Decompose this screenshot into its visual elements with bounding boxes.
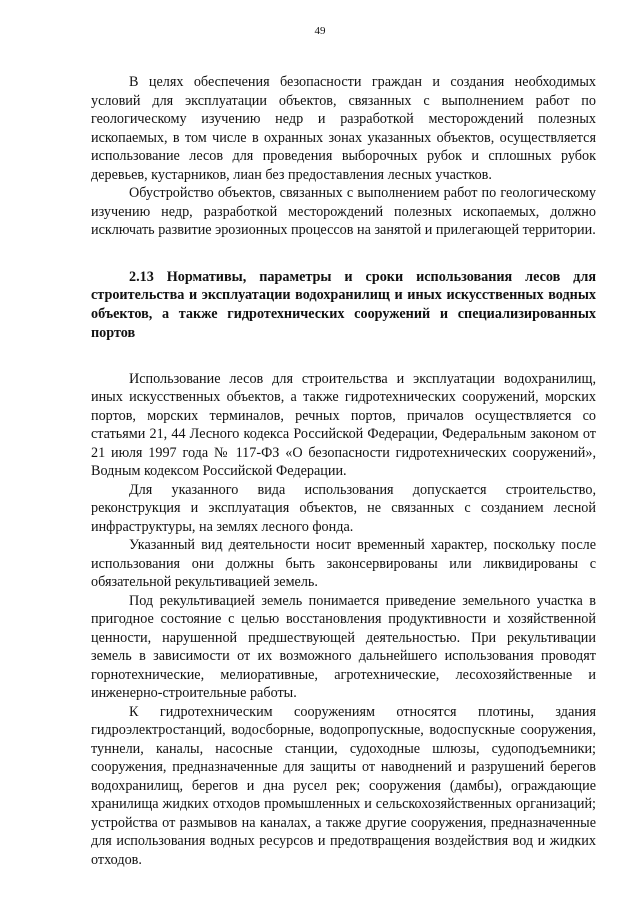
paragraph-land-reclamation: Под рекультивацией земель понимается приведение земельного участка в пригодное состояние с целью восстановления продуктивности и хозяйственной ценности, нарушенной предшествующей деятельностью. При рекультивации земель в зависимости от их возможного дальнейшего использования проводят горнотехнические, мелиоративные, агротехнические, лесохозяйственные и инженерно-строительные работы.	[91, 592, 596, 702]
section-heading: 2.13 Нормативы, параметры и сроки использования лесов для строительства и эксплуатации водохранилищ и иных искусственных водных объектов, а также гидротехнических сооружений и специализированных портов	[91, 268, 596, 341]
paragraph-forest-use-basis: Использование лесов для строительства и эксплуатации водохранилищ, иных искусственных объектов, а также гидротехнических сооружений, морских портов, морских терминалов, речных портов, причалов осуществляется со статьями 21, 44 Лесного кодекса Российской Федерации, Федеральным законом от 21 июля 1997 года № 117-ФЗ «О безопасности гидротехнических сооружений», Водным кодексом Российской Федерации.	[91, 370, 596, 480]
paragraph-safety-logging: В целях обеспечения безопасности граждан и создания необходимых условий для эксплуатации объектов, связанных с выполнением работ по геологическому изучению недр и разработкой месторождений полезных ископаемых, в том числе в охранных зонах указанных объектов, осуществляется использование лесов для проведения выборочных рубок и сплошных рубок деревьев, кустарников, лиан без предоставления лесных участков.	[91, 74, 596, 183]
page-number: 49	[314, 25, 326, 37]
paragraph-temporary-activity: Указанный вид деятельности носит временный характер, поскольку после использования они должны быть законсервированы или ликвидированы с обязательной рекультивацией земель.	[91, 537, 596, 591]
page-content	[91, 73, 596, 869]
paragraph-allowed-construction: Для указанного вида использования допускается строительство, реконструкция и эксплуатация объектов, не связанных с созданием лесной инфраструктуры, на землях лесного фонда.	[91, 481, 596, 535]
paragraph-erosion-prevention: Обустройство объектов, связанных с выполнением работ по геологическому изучению недр, разработкой месторождений полезных ископаемых, должно исключать развитие эрозионных процессов на занятой и прилегающей территории.	[91, 185, 596, 238]
paragraph-hydraulic-structures: К гидротехническим сооружениям относятся плотины, здания гидроэлектростанций, водосборные, водопропускные, водоспускные сооружения, туннели, каналы, насосные станции, судоходные шлюзы, судоподъемники; сооружения, предназначенные для защиты от наводнений и разрушений берегов водохранилищ, берегов и дна русел рек; сооружения (дамбы), ограждающие хранилища жидких отходов промышленных и сельскохозяйственных организаций; устройства от размывов на каналах, а также другие сооружения, предназначенные для использования водных ресурсов и предотвращения воздействия вод и жидких отходов.	[91, 703, 596, 868]
